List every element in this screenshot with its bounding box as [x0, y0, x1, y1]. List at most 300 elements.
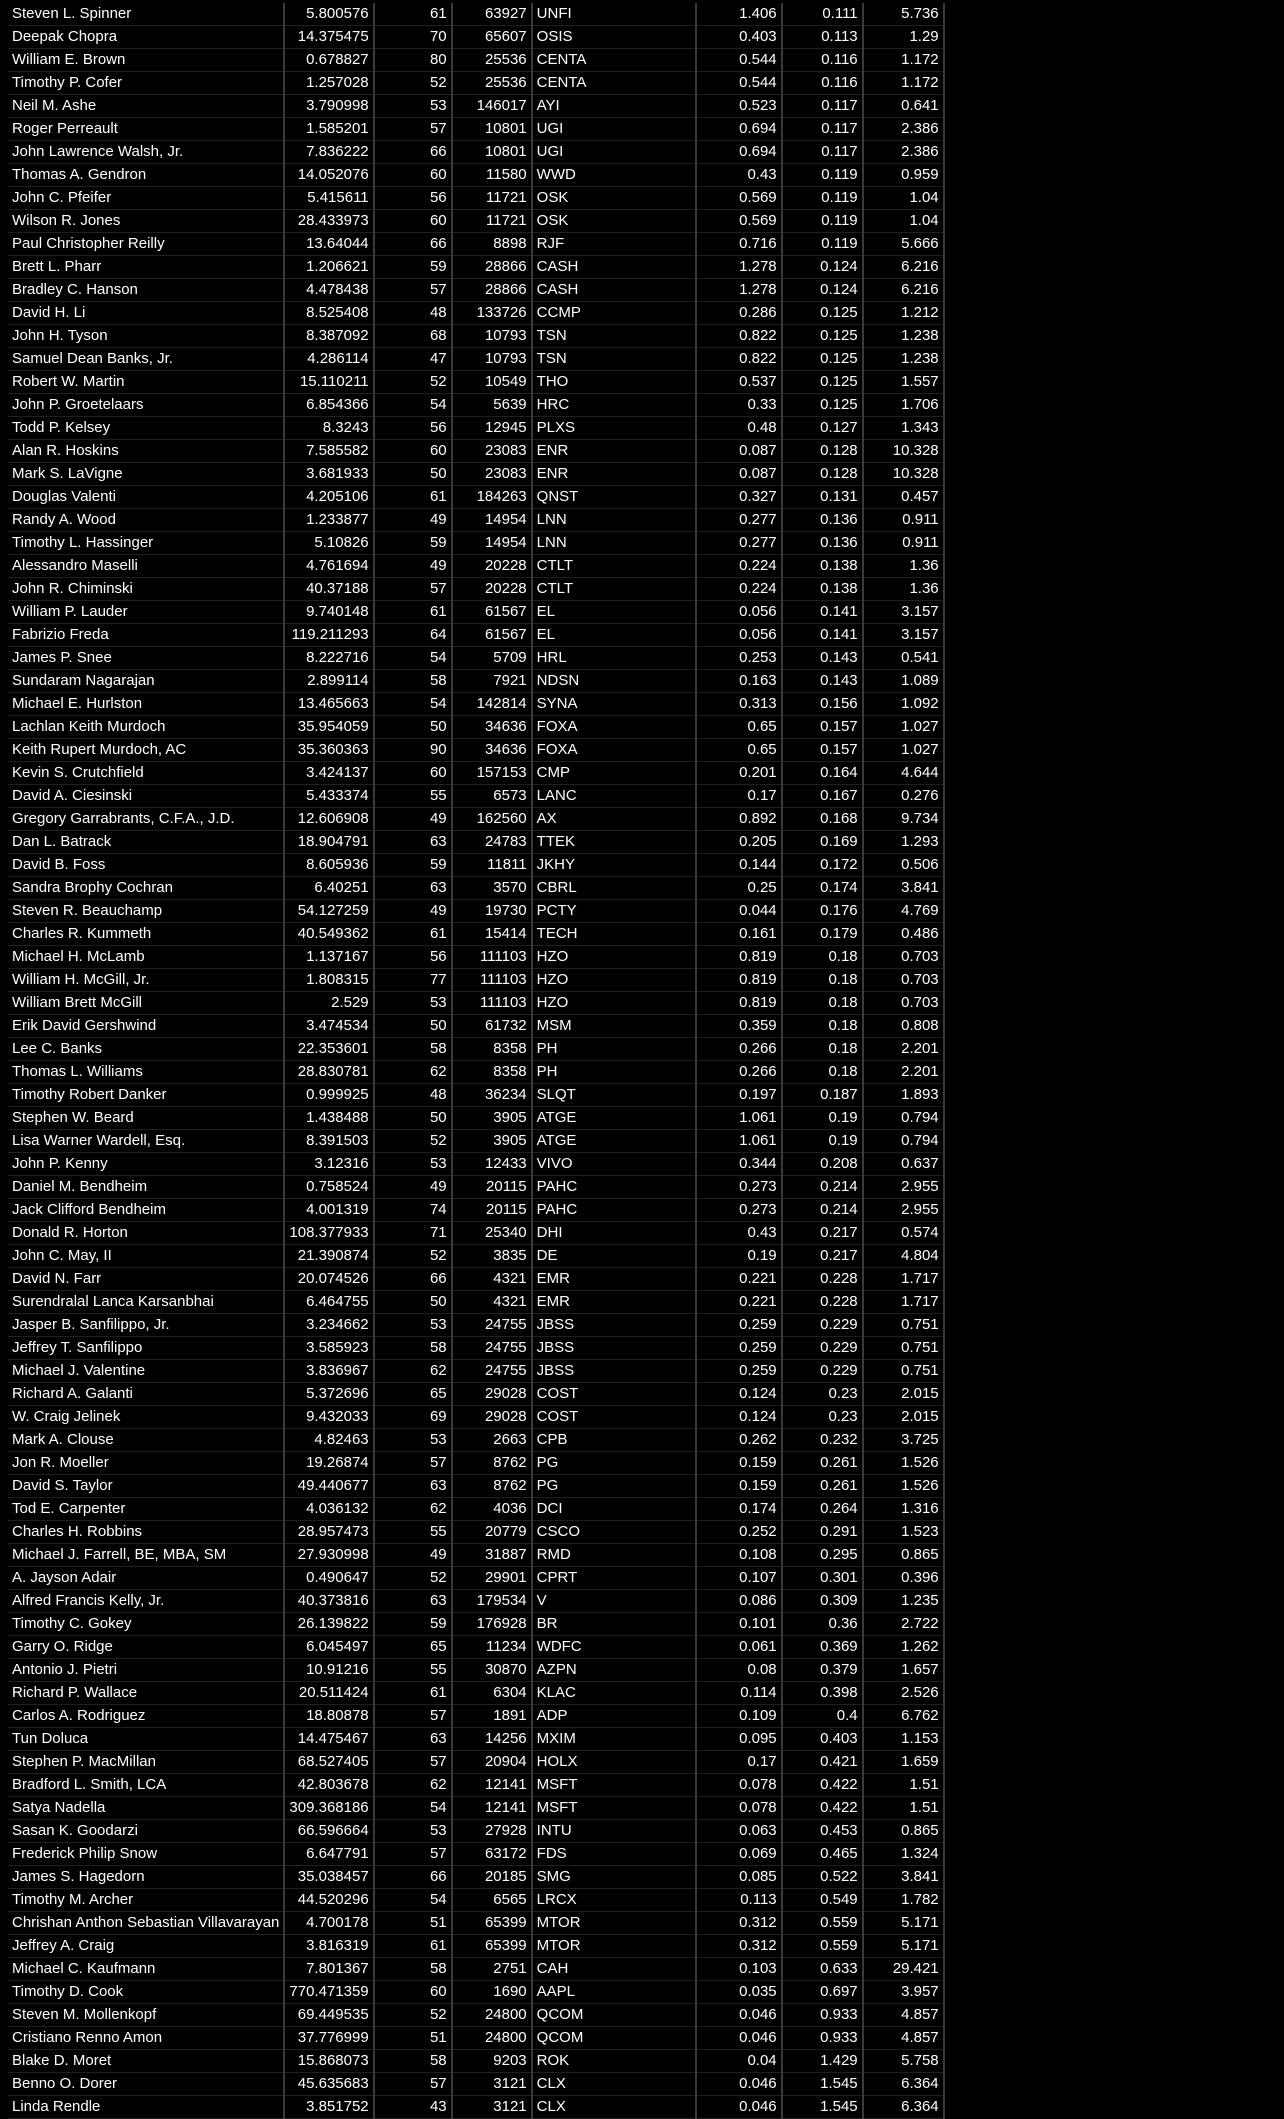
ratio-a-cell[interactable]: 0.273 — [696, 1199, 782, 1222]
ratio-a-cell[interactable]: 0.266 — [696, 1061, 782, 1084]
ratio-b-cell[interactable]: 0.379 — [782, 1659, 863, 1682]
age-cell[interactable]: 61 — [374, 923, 452, 946]
age-cell[interactable]: 52 — [374, 1130, 452, 1153]
ratio-b-cell[interactable]: 0.933 — [782, 2004, 863, 2027]
value-cell[interactable]: 6.40251 — [284, 877, 373, 900]
name-cell[interactable]: Timothy L. Hassinger — [8, 532, 284, 555]
value-cell[interactable]: 13.465663 — [284, 693, 373, 716]
ratio-c-cell[interactable]: 1.657 — [863, 1659, 944, 1682]
ticker-cell[interactable]: CMP — [532, 762, 696, 785]
value-cell[interactable]: 7.836222 — [284, 141, 373, 164]
value-cell[interactable]: 108.377933 — [284, 1222, 373, 1245]
ticker-cell[interactable]: MTOR — [532, 1912, 696, 1935]
ratio-b-cell[interactable]: 0.422 — [782, 1797, 863, 1820]
id-cell[interactable]: 3570 — [452, 877, 532, 900]
ratio-b-cell[interactable]: 0.125 — [782, 348, 863, 371]
value-cell[interactable]: 1.206621 — [284, 256, 373, 279]
value-cell[interactable]: 3.474534 — [284, 1015, 373, 1038]
ratio-a-cell[interactable]: 0.544 — [696, 72, 782, 95]
value-cell[interactable]: 45.635683 — [284, 2073, 373, 2096]
name-cell[interactable]: Erik David Gershwind — [8, 1015, 284, 1038]
id-cell[interactable]: 12945 — [452, 417, 532, 440]
ratio-b-cell[interactable]: 0.369 — [782, 1636, 863, 1659]
ratio-c-cell[interactable]: 1.04 — [863, 187, 944, 210]
value-cell[interactable]: 6.647791 — [284, 1843, 373, 1866]
value-cell[interactable]: 40.549362 — [284, 923, 373, 946]
id-cell[interactable]: 8762 — [452, 1475, 532, 1498]
age-cell[interactable]: 49 — [374, 1176, 452, 1199]
ratio-a-cell[interactable]: 0.65 — [696, 716, 782, 739]
ratio-a-cell[interactable]: 0.161 — [696, 923, 782, 946]
id-cell[interactable]: 29028 — [452, 1406, 532, 1429]
ratio-c-cell[interactable]: 0.911 — [863, 532, 944, 555]
name-cell[interactable]: Thomas A. Gendron — [8, 164, 284, 187]
name-cell[interactable]: Steven M. Mollenkopf — [8, 2004, 284, 2027]
id-cell[interactable]: 10549 — [452, 371, 532, 394]
ratio-a-cell[interactable]: 0.313 — [696, 693, 782, 716]
ratio-a-cell[interactable]: 0.327 — [696, 486, 782, 509]
ratio-a-cell[interactable]: 0.221 — [696, 1268, 782, 1291]
id-cell[interactable]: 24755 — [452, 1360, 532, 1383]
id-cell[interactable]: 65399 — [452, 1935, 532, 1958]
ticker-cell[interactable]: AX — [532, 808, 696, 831]
name-cell[interactable]: Timothy D. Cook — [8, 1981, 284, 2004]
ticker-cell[interactable]: CTLT — [532, 578, 696, 601]
name-cell[interactable]: David B. Foss — [8, 854, 284, 877]
ticker-cell[interactable]: MTOR — [532, 1935, 696, 1958]
ratio-a-cell[interactable]: 0.063 — [696, 1820, 782, 1843]
age-cell[interactable]: 62 — [374, 1498, 452, 1521]
ratio-a-cell[interactable]: 0.259 — [696, 1337, 782, 1360]
ticker-cell[interactable]: NDSN — [532, 670, 696, 693]
ratio-c-cell[interactable]: 0.396 — [863, 1567, 944, 1590]
age-cell[interactable]: 80 — [374, 49, 452, 72]
value-cell[interactable]: 4.700178 — [284, 1912, 373, 1935]
ratio-b-cell[interactable]: 0.228 — [782, 1268, 863, 1291]
ticker-cell[interactable]: COST — [532, 1406, 696, 1429]
ratio-a-cell[interactable]: 0.221 — [696, 1291, 782, 1314]
ticker-cell[interactable]: CASH — [532, 256, 696, 279]
name-cell[interactable]: Alfred Francis Kelly, Jr. — [8, 1590, 284, 1613]
ratio-a-cell[interactable]: 0.569 — [696, 210, 782, 233]
name-cell[interactable]: Donald R. Horton — [8, 1222, 284, 1245]
ratio-c-cell[interactable]: 1.172 — [863, 72, 944, 95]
age-cell[interactable]: 62 — [374, 1360, 452, 1383]
age-cell[interactable]: 53 — [374, 1820, 452, 1843]
id-cell[interactable]: 15414 — [452, 923, 532, 946]
ticker-cell[interactable]: QNST — [532, 486, 696, 509]
age-cell[interactable]: 48 — [374, 302, 452, 325]
name-cell[interactable]: Jeffrey T. Sanfilippo — [8, 1337, 284, 1360]
ratio-c-cell[interactable]: 6.364 — [863, 2073, 944, 2096]
ratio-b-cell[interactable]: 0.18 — [782, 1038, 863, 1061]
id-cell[interactable]: 8358 — [452, 1061, 532, 1084]
ratio-a-cell[interactable]: 0.344 — [696, 1153, 782, 1176]
id-cell[interactable]: 61732 — [452, 1015, 532, 1038]
value-cell[interactable]: 28.433973 — [284, 210, 373, 233]
value-cell[interactable]: 7.585582 — [284, 440, 373, 463]
ratio-b-cell[interactable]: 0.116 — [782, 49, 863, 72]
value-cell[interactable]: 4.001319 — [284, 1199, 373, 1222]
value-cell[interactable]: 26.139822 — [284, 1613, 373, 1636]
id-cell[interactable]: 9203 — [452, 2050, 532, 2073]
ticker-cell[interactable]: UGI — [532, 141, 696, 164]
ratio-b-cell[interactable]: 0.119 — [782, 210, 863, 233]
ratio-b-cell[interactable]: 0.264 — [782, 1498, 863, 1521]
ratio-c-cell[interactable]: 3.157 — [863, 601, 944, 624]
ratio-a-cell[interactable]: 0.035 — [696, 1981, 782, 2004]
ratio-c-cell[interactable]: 1.324 — [863, 1843, 944, 1866]
ticker-cell[interactable]: CCMP — [532, 302, 696, 325]
name-cell[interactable]: A. Jayson Adair — [8, 1567, 284, 1590]
age-cell[interactable]: 52 — [374, 1245, 452, 1268]
ticker-cell[interactable]: LNN — [532, 509, 696, 532]
ratio-b-cell[interactable]: 0.167 — [782, 785, 863, 808]
name-cell[interactable]: Sundaram Nagarajan — [8, 670, 284, 693]
id-cell[interactable]: 12141 — [452, 1774, 532, 1797]
ratio-c-cell[interactable]: 1.706 — [863, 394, 944, 417]
ratio-a-cell[interactable]: 0.819 — [696, 946, 782, 969]
ratio-c-cell[interactable]: 0.865 — [863, 1544, 944, 1567]
ratio-c-cell[interactable]: 1.659 — [863, 1751, 944, 1774]
ratio-a-cell[interactable]: 0.819 — [696, 992, 782, 1015]
ratio-c-cell[interactable]: 1.523 — [863, 1521, 944, 1544]
name-cell[interactable]: Garry O. Ridge — [8, 1636, 284, 1659]
ratio-a-cell[interactable]: 0.19 — [696, 1245, 782, 1268]
ratio-a-cell[interactable]: 0.108 — [696, 1544, 782, 1567]
name-cell[interactable]: Kevin S. Crutchfield — [8, 762, 284, 785]
ticker-cell[interactable]: PG — [532, 1452, 696, 1475]
age-cell[interactable]: 59 — [374, 256, 452, 279]
ticker-cell[interactable]: AAPL — [532, 1981, 696, 2004]
ticker-cell[interactable]: PAHC — [532, 1199, 696, 1222]
name-cell[interactable]: Lachlan Keith Murdoch — [8, 716, 284, 739]
id-cell[interactable]: 3835 — [452, 1245, 532, 1268]
ratio-c-cell[interactable]: 6.364 — [863, 2096, 944, 2119]
ticker-cell[interactable]: PLXS — [532, 417, 696, 440]
ratio-c-cell[interactable]: 2.015 — [863, 1406, 944, 1429]
name-cell[interactable]: Satya Nadella — [8, 1797, 284, 1820]
age-cell[interactable]: 56 — [374, 417, 452, 440]
name-cell[interactable]: Daniel M. Bendheim — [8, 1176, 284, 1199]
ratio-c-cell[interactable]: 0.703 — [863, 969, 944, 992]
value-cell[interactable]: 309.368186 — [284, 1797, 373, 1820]
id-cell[interactable]: 8358 — [452, 1038, 532, 1061]
ratio-b-cell[interactable]: 0.291 — [782, 1521, 863, 1544]
ratio-a-cell[interactable]: 0.716 — [696, 233, 782, 256]
ticker-cell[interactable]: VIVO — [532, 1153, 696, 1176]
age-cell[interactable]: 66 — [374, 233, 452, 256]
ratio-c-cell[interactable]: 4.804 — [863, 1245, 944, 1268]
name-cell[interactable]: Michael E. Hurlston — [8, 693, 284, 716]
age-cell[interactable]: 65 — [374, 1383, 452, 1406]
ratio-c-cell[interactable]: 1.782 — [863, 1889, 944, 1912]
value-cell[interactable]: 18.80878 — [284, 1705, 373, 1728]
name-cell[interactable]: Alan R. Hoskins — [8, 440, 284, 463]
ratio-b-cell[interactable]: 0.421 — [782, 1751, 863, 1774]
ratio-b-cell[interactable]: 0.111 — [782, 3, 863, 26]
ticker-cell[interactable]: WWD — [532, 164, 696, 187]
id-cell[interactable]: 10801 — [452, 141, 532, 164]
ratio-c-cell[interactable]: 0.574 — [863, 1222, 944, 1245]
value-cell[interactable]: 4.761694 — [284, 555, 373, 578]
ratio-b-cell[interactable]: 0.208 — [782, 1153, 863, 1176]
ratio-b-cell[interactable]: 0.113 — [782, 26, 863, 49]
age-cell[interactable]: 55 — [374, 1659, 452, 1682]
ratio-c-cell[interactable]: 4.644 — [863, 762, 944, 785]
name-cell[interactable]: David S. Taylor — [8, 1475, 284, 1498]
ratio-b-cell[interactable]: 0.261 — [782, 1452, 863, 1475]
ratio-b-cell[interactable]: 0.141 — [782, 601, 863, 624]
name-cell[interactable]: Timothy M. Archer — [8, 1889, 284, 1912]
ticker-cell[interactable]: SYNA — [532, 693, 696, 716]
name-cell[interactable]: Tod E. Carpenter — [8, 1498, 284, 1521]
id-cell[interactable]: 28866 — [452, 256, 532, 279]
age-cell[interactable]: 49 — [374, 1544, 452, 1567]
ratio-c-cell[interactable]: 4.769 — [863, 900, 944, 923]
value-cell[interactable]: 770.471359 — [284, 1981, 373, 2004]
name-cell[interactable]: David N. Farr — [8, 1268, 284, 1291]
id-cell[interactable]: 24800 — [452, 2004, 532, 2027]
age-cell[interactable]: 53 — [374, 1429, 452, 1452]
name-cell[interactable]: Stephen W. Beard — [8, 1107, 284, 1130]
value-cell[interactable]: 13.64044 — [284, 233, 373, 256]
value-cell[interactable]: 9.432033 — [284, 1406, 373, 1429]
age-cell[interactable]: 57 — [374, 118, 452, 141]
value-cell[interactable]: 5.800576 — [284, 3, 373, 26]
age-cell[interactable]: 63 — [374, 831, 452, 854]
ratio-b-cell[interactable]: 0.119 — [782, 187, 863, 210]
id-cell[interactable]: 176928 — [452, 1613, 532, 1636]
ticker-cell[interactable]: EMR — [532, 1268, 696, 1291]
ticker-cell[interactable]: CTLT — [532, 555, 696, 578]
ratio-c-cell[interactable]: 10.328 — [863, 440, 944, 463]
ratio-b-cell[interactable]: 0.228 — [782, 1291, 863, 1314]
ticker-cell[interactable]: CLX — [532, 2073, 696, 2096]
age-cell[interactable]: 69 — [374, 1406, 452, 1429]
ratio-a-cell[interactable]: 0.087 — [696, 463, 782, 486]
name-cell[interactable]: Tun Doluca — [8, 1728, 284, 1751]
ratio-c-cell[interactable]: 2.201 — [863, 1061, 944, 1084]
ratio-a-cell[interactable]: 0.046 — [696, 2096, 782, 2119]
ticker-cell[interactable]: INTU — [532, 1820, 696, 1843]
name-cell[interactable]: Mark A. Clouse — [8, 1429, 284, 1452]
ratio-a-cell[interactable]: 0.694 — [696, 141, 782, 164]
ratio-b-cell[interactable]: 0.36 — [782, 1613, 863, 1636]
value-cell[interactable]: 1.233877 — [284, 509, 373, 532]
ticker-cell[interactable]: THO — [532, 371, 696, 394]
id-cell[interactable]: 1690 — [452, 1981, 532, 2004]
id-cell[interactable]: 24755 — [452, 1314, 532, 1337]
age-cell[interactable]: 57 — [374, 1452, 452, 1475]
id-cell[interactable]: 61567 — [452, 601, 532, 624]
age-cell[interactable]: 63 — [374, 877, 452, 900]
id-cell[interactable]: 11721 — [452, 187, 532, 210]
ticker-cell[interactable]: RJF — [532, 233, 696, 256]
name-cell[interactable]: David H. Li — [8, 302, 284, 325]
ratio-b-cell[interactable]: 0.125 — [782, 302, 863, 325]
id-cell[interactable]: 6565 — [452, 1889, 532, 1912]
value-cell[interactable]: 5.10826 — [284, 532, 373, 555]
age-cell[interactable]: 56 — [374, 946, 452, 969]
ratio-c-cell[interactable]: 0.637 — [863, 1153, 944, 1176]
value-cell[interactable]: 14.475467 — [284, 1728, 373, 1751]
age-cell[interactable]: 47 — [374, 348, 452, 371]
id-cell[interactable]: 6573 — [452, 785, 532, 808]
value-cell[interactable]: 14.375475 — [284, 26, 373, 49]
age-cell[interactable]: 66 — [374, 1268, 452, 1291]
ratio-b-cell[interactable]: 0.172 — [782, 854, 863, 877]
name-cell[interactable]: Timothy C. Gokey — [8, 1613, 284, 1636]
id-cell[interactable]: 14256 — [452, 1728, 532, 1751]
age-cell[interactable]: 53 — [374, 992, 452, 1015]
name-cell[interactable]: John Lawrence Walsh, Jr. — [8, 141, 284, 164]
ratio-b-cell[interactable]: 0.23 — [782, 1406, 863, 1429]
name-cell[interactable]: William H. McGill, Jr. — [8, 969, 284, 992]
age-cell[interactable]: 49 — [374, 555, 452, 578]
ticker-cell[interactable]: HOLX — [532, 1751, 696, 1774]
id-cell[interactable]: 23083 — [452, 440, 532, 463]
ratio-c-cell[interactable]: 5.171 — [863, 1935, 944, 1958]
id-cell[interactable]: 3121 — [452, 2096, 532, 2119]
ratio-b-cell[interactable]: 0.261 — [782, 1475, 863, 1498]
value-cell[interactable]: 3.790998 — [284, 95, 373, 118]
age-cell[interactable]: 58 — [374, 2050, 452, 2073]
ratio-b-cell[interactable]: 0.174 — [782, 877, 863, 900]
age-cell[interactable]: 56 — [374, 187, 452, 210]
name-cell[interactable]: William Brett McGill — [8, 992, 284, 1015]
value-cell[interactable]: 3.234662 — [284, 1314, 373, 1337]
value-cell[interactable]: 3.681933 — [284, 463, 373, 486]
ratio-a-cell[interactable]: 0.205 — [696, 831, 782, 854]
ratio-b-cell[interactable]: 0.179 — [782, 923, 863, 946]
ticker-cell[interactable]: PG — [532, 1475, 696, 1498]
ratio-a-cell[interactable]: 0.107 — [696, 1567, 782, 1590]
value-cell[interactable]: 27.930998 — [284, 1544, 373, 1567]
age-cell[interactable]: 50 — [374, 1107, 452, 1130]
value-cell[interactable]: 5.433374 — [284, 785, 373, 808]
value-cell[interactable]: 4.205106 — [284, 486, 373, 509]
value-cell[interactable]: 3.836967 — [284, 1360, 373, 1383]
ratio-a-cell[interactable]: 0.259 — [696, 1360, 782, 1383]
ratio-a-cell[interactable]: 0.277 — [696, 509, 782, 532]
ticker-cell[interactable]: BR — [532, 1613, 696, 1636]
ticker-cell[interactable]: MSM — [532, 1015, 696, 1038]
ratio-c-cell[interactable]: 0.276 — [863, 785, 944, 808]
ratio-b-cell[interactable]: 0.18 — [782, 1015, 863, 1038]
ratio-b-cell[interactable]: 0.19 — [782, 1130, 863, 1153]
value-cell[interactable]: 37.776999 — [284, 2027, 373, 2050]
id-cell[interactable]: 31887 — [452, 1544, 532, 1567]
ratio-a-cell[interactable]: 1.061 — [696, 1130, 782, 1153]
id-cell[interactable]: 12141 — [452, 1797, 532, 1820]
age-cell[interactable]: 54 — [374, 693, 452, 716]
ratio-c-cell[interactable]: 1.36 — [863, 578, 944, 601]
id-cell[interactable]: 111103 — [452, 946, 532, 969]
ratio-c-cell[interactable]: 1.04 — [863, 210, 944, 233]
ticker-cell[interactable]: OSIS — [532, 26, 696, 49]
ratio-a-cell[interactable]: 0.892 — [696, 808, 782, 831]
name-cell[interactable]: Sasan K. Goodarzi — [8, 1820, 284, 1843]
name-cell[interactable]: Michael J. Valentine — [8, 1360, 284, 1383]
ratio-a-cell[interactable]: 0.33 — [696, 394, 782, 417]
ratio-b-cell[interactable]: 0.117 — [782, 118, 863, 141]
id-cell[interactable]: 162560 — [452, 808, 532, 831]
age-cell[interactable]: 62 — [374, 1774, 452, 1797]
ratio-a-cell[interactable]: 0.159 — [696, 1452, 782, 1475]
ratio-c-cell[interactable]: 2.201 — [863, 1038, 944, 1061]
ratio-a-cell[interactable]: 0.174 — [696, 1498, 782, 1521]
value-cell[interactable]: 3.12316 — [284, 1153, 373, 1176]
age-cell[interactable]: 52 — [374, 1567, 452, 1590]
age-cell[interactable]: 61 — [374, 1682, 452, 1705]
ratio-a-cell[interactable]: 0.819 — [696, 969, 782, 992]
ticker-cell[interactable]: LRCX — [532, 1889, 696, 1912]
ticker-cell[interactable]: OSK — [532, 187, 696, 210]
id-cell[interactable]: 11721 — [452, 210, 532, 233]
age-cell[interactable]: 58 — [374, 1038, 452, 1061]
value-cell[interactable]: 69.449535 — [284, 2004, 373, 2027]
id-cell[interactable]: 29028 — [452, 1383, 532, 1406]
value-cell[interactable]: 0.490647 — [284, 1567, 373, 1590]
id-cell[interactable]: 3905 — [452, 1130, 532, 1153]
ticker-cell[interactable]: EMR — [532, 1291, 696, 1314]
ticker-cell[interactable]: EL — [532, 624, 696, 647]
age-cell[interactable]: 90 — [374, 739, 452, 762]
age-cell[interactable]: 70 — [374, 26, 452, 49]
ratio-c-cell[interactable]: 6.216 — [863, 279, 944, 302]
value-cell[interactable]: 35.954059 — [284, 716, 373, 739]
ratio-a-cell[interactable]: 0.544 — [696, 49, 782, 72]
ratio-b-cell[interactable]: 1.545 — [782, 2096, 863, 2119]
ratio-a-cell[interactable]: 0.224 — [696, 555, 782, 578]
value-cell[interactable]: 28.957473 — [284, 1521, 373, 1544]
age-cell[interactable]: 52 — [374, 2004, 452, 2027]
value-cell[interactable]: 8.525408 — [284, 302, 373, 325]
ratio-c-cell[interactable]: 1.153 — [863, 1728, 944, 1751]
ratio-c-cell[interactable]: 0.808 — [863, 1015, 944, 1038]
ratio-c-cell[interactable]: 2.015 — [863, 1383, 944, 1406]
name-cell[interactable]: Lee C. Banks — [8, 1038, 284, 1061]
ratio-b-cell[interactable]: 0.116 — [782, 72, 863, 95]
value-cell[interactable]: 3.585923 — [284, 1337, 373, 1360]
ratio-c-cell[interactable]: 3.957 — [863, 1981, 944, 2004]
id-cell[interactable]: 10793 — [452, 325, 532, 348]
ticker-cell[interactable]: JBSS — [532, 1337, 696, 1360]
ratio-a-cell[interactable]: 0.113 — [696, 1889, 782, 1912]
name-cell[interactable]: W. Craig Jelinek — [8, 1406, 284, 1429]
age-cell[interactable]: 60 — [374, 210, 452, 233]
name-cell[interactable]: Steven R. Beauchamp — [8, 900, 284, 923]
name-cell[interactable]: Todd P. Kelsey — [8, 417, 284, 440]
ticker-cell[interactable]: LNN — [532, 532, 696, 555]
name-cell[interactable]: Thomas L. Williams — [8, 1061, 284, 1084]
value-cell[interactable]: 15.110211 — [284, 371, 373, 394]
ratio-c-cell[interactable]: 1.262 — [863, 1636, 944, 1659]
ticker-cell[interactable]: MSFT — [532, 1797, 696, 1820]
ratio-b-cell[interactable]: 0.117 — [782, 141, 863, 164]
value-cell[interactable]: 4.036132 — [284, 1498, 373, 1521]
age-cell[interactable]: 65 — [374, 1636, 452, 1659]
ratio-b-cell[interactable]: 0.309 — [782, 1590, 863, 1613]
ticker-cell[interactable]: CENTA — [532, 49, 696, 72]
age-cell[interactable]: 63 — [374, 1475, 452, 1498]
ticker-cell[interactable]: OSK — [532, 210, 696, 233]
name-cell[interactable]: Michael H. McLamb — [8, 946, 284, 969]
age-cell[interactable]: 50 — [374, 716, 452, 739]
ticker-cell[interactable]: ATGE — [532, 1107, 696, 1130]
id-cell[interactable]: 30870 — [452, 1659, 532, 1682]
